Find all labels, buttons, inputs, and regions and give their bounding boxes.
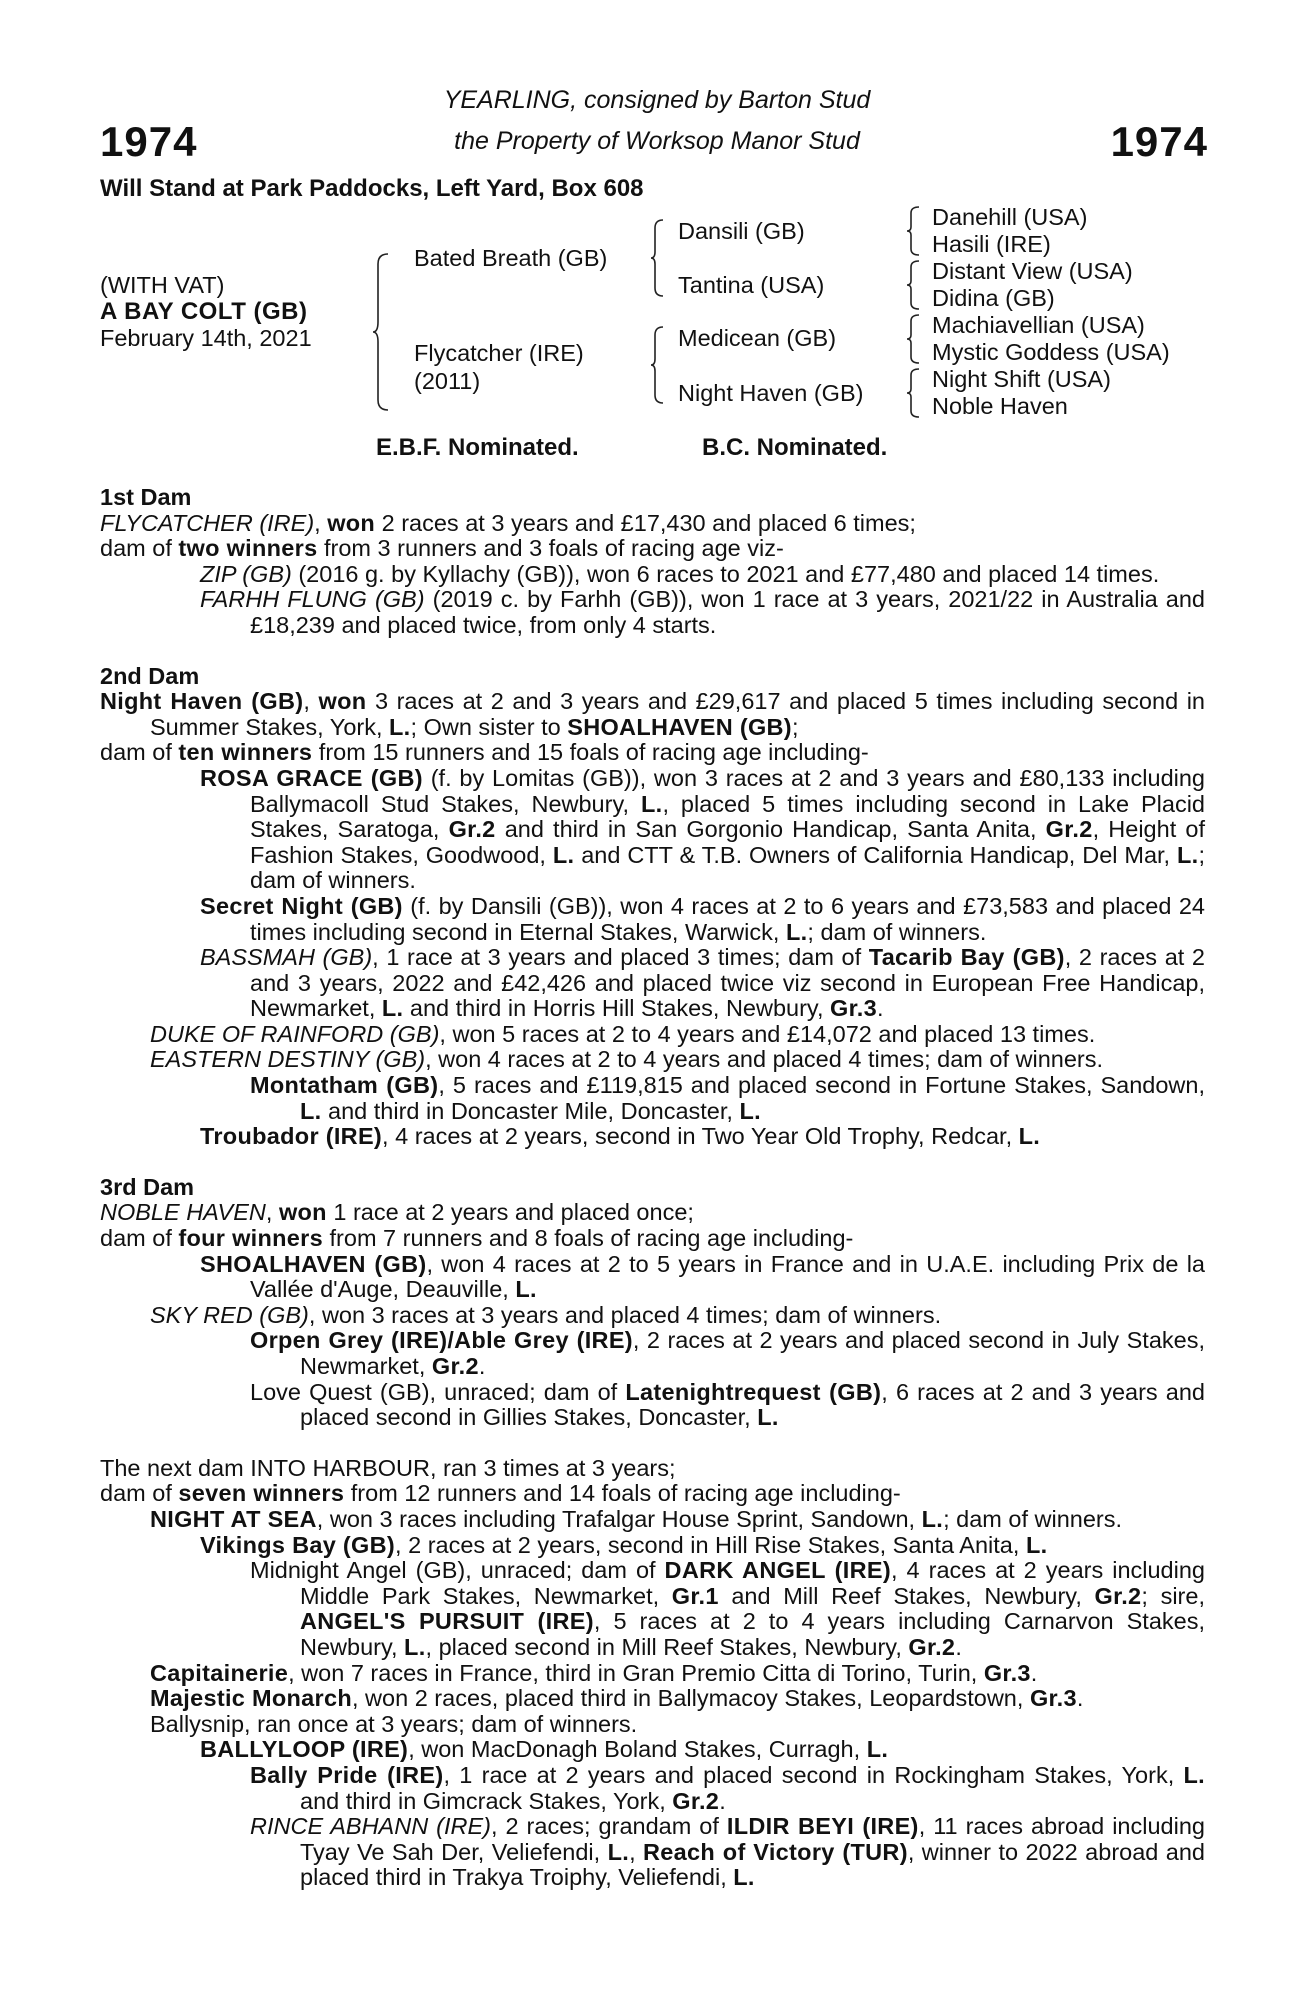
next-dam-produce: dam of seven winners from 12 runners and 14 foals of racing age including- — [100, 1480, 901, 1507]
granddam-line-8: Noble Haven — [932, 393, 1068, 419]
ballysnip-entry: Ballysnip, ran once at 3 years; dam of winners. — [150, 1710, 638, 1737]
lot-number-right: 1974 — [1110, 118, 1208, 165]
shoalhaven-entry: SHOALHAVEN (GB), won 4 races at 2 to 5 years in France and in U.A.E. including Prix de la Vallée d'Auge, Deauville, L. — [200, 1250, 1205, 1303]
sire-line-brace — [650, 218, 666, 298]
dam-sire: Medicean (GB) — [678, 325, 837, 351]
first-dam-foal-1: ZIP (GB) (2016 g. by Kyllachy (GB)), won 6 races to 2021 and £77,480 and placed 14 times. — [200, 560, 1160, 587]
first-dam-heading: 1st Dam — [100, 484, 192, 510]
montatham-entry: Montatham (GB), 5 races and £119,815 and placed second in Fortune Stakes, Sandown, L. and third in Doncaster Mile, Doncaster, L. — [250, 1072, 1205, 1124]
catalogue-body — [100, 485, 1205, 1891]
stand-location: Will Stand at Park Paddocks, Left Yard, Box 608 — [100, 175, 644, 202]
bc-nominated: B.C. Nominated. — [702, 434, 888, 461]
g-brace-4 — [906, 367, 922, 419]
love-quest-entry: Love Quest (GB), unraced; dam of Latenightrequest (GB), 6 races at 2 and 3 years and placed second in Gillies Stakes, Doncaster, L. — [250, 1378, 1206, 1431]
lot-horse-name: A BAY COLT (GB) — [100, 298, 308, 325]
ebf-nominated: E.B.F. Nominated. — [376, 434, 579, 461]
eastern-destiny-entry: EASTERN DESTINY (GB), won 4 races at 2 to 4 years and placed 4 times; dam of winners. — [150, 1046, 1104, 1073]
lot-number-left: 1974 — [100, 118, 198, 165]
foaling-date: February 14th, 2021 — [100, 325, 312, 351]
g-brace-1 — [906, 205, 922, 257]
vikings-bay-entry: Vikings Bay (GB), 2 races at 2 years, second in Hill Rise Stakes, Santa Anita, L. — [200, 1531, 1048, 1558]
granddam-line-2: Hasili (IRE) — [932, 231, 1051, 257]
bally-pride-entry: Bally Pride (IRE), 1 race at 2 years and placed second in Rockingham Stakes, York, L. and third in Gimcrack Stakes, York, Gr.2. — [250, 1761, 1205, 1814]
troubador-entry: Troubador (IRE), 4 races at 2 years, second in Two Year Old Trophy, Redcar, L. — [200, 1123, 1041, 1150]
duke-of-rainford-entry: DUKE OF RAINFORD (GB), won 5 races at 2 to 4 years and £14,072 and placed 13 times. — [150, 1020, 1096, 1047]
granddam-line-7: Night Shift (USA) — [932, 366, 1111, 392]
third-dam-record: NOBLE HAVEN, won 1 race at 2 years and placed once; — [100, 1199, 694, 1226]
third-dam-section — [100, 1175, 1205, 1431]
sire-dam-brace — [372, 252, 392, 412]
granddam-line-5: Machiavellian (USA) — [932, 312, 1145, 338]
sire-name: Bated Breath (GB) — [414, 245, 608, 271]
granddam-line-4: Didina (GB) — [932, 285, 1055, 311]
sire-sire: Dansili (GB) — [678, 218, 805, 244]
third-dam-produce: dam of four winners from 7 runners and 8 foals of racing age including- — [100, 1225, 854, 1252]
first-dam-foal-2: FARHH FLUNG (GB) (2019 c. by Farhh (GB)), won 1 race at 3 years, 2021/22 in Australia and £18,239 and placed twice, from only 4 starts. — [200, 586, 1206, 638]
first-dam-record: FLYCATCHER (IRE), won 2 races at 3 years and £17,430 and placed 6 times; — [100, 509, 916, 536]
g-brace-2 — [906, 259, 922, 311]
second-dam-record: Night Haven (GB), won 3 races at 2 and 3 years and £29,617 and placed 5 times including second in Summer Stakes, York, L.; Own sister to SHOALHAVEN (GB); — [100, 688, 1205, 740]
next-dam-record: The next dam INTO HARBOUR, ran 3 times at 3 years; — [100, 1454, 676, 1481]
second-dam-produce: dam of ten winners from 15 runners and 15 foals of racing age including- — [100, 739, 869, 766]
third-dam-heading: 3rd Dam — [100, 1173, 195, 1200]
majestic-monarch-entry: Majestic Monarch, won 2 races, placed third in Ballymacoy Stakes, Leopardstown, Gr.3. — [150, 1685, 1084, 1712]
rosa-grace-entry: ROSA GRACE (GB) (f. by Lomitas (GB)), won 3 races at 2 and 3 years and £80,133 including Ballymacoll Stud Stakes, Newbury, L., placed 5 times including second in Lake Placid Stakes, Saratoga, Gr.2 and third in San Gorgonio Handicap, Santa Anita, Gr.2, Height of Fashion Stakes, Goodwood, L. and CTT & T.B. Owners of California Handicap, Del Mar, L.; dam of winners. — [200, 764, 1205, 894]
second-dam-heading: 2nd Dam — [100, 662, 200, 689]
consignment-line: YEARLING, consigned by Barton Stud — [443, 86, 871, 114]
granddam-line-6: Mystic Goddess (USA) — [932, 339, 1170, 365]
first-dam-section — [100, 485, 1205, 639]
dam-name: Flycatcher (IRE) — [414, 340, 584, 366]
ballyloop-entry: BALLYLOOP (IRE), won MacDonagh Boland Stakes, Curragh, L. — [200, 1736, 889, 1763]
second-dam-section — [100, 664, 1205, 1150]
rince-abhann-entry: RINCE ABHANN (IRE), 2 races; grandam of ILDIR BEYI (IRE), 11 races abroad including Tyay Ve Sah Der, Veliefendi, L., Reach of Victory (TUR), winner to 2022 abroad and placed third in Trakya Troiphy, Veliefendi, L. — [250, 1813, 1205, 1891]
granddam-line-3: Distant View (USA) — [932, 258, 1133, 284]
next-dam-section — [100, 1456, 1205, 1891]
orpen-grey-entry: Orpen Grey (IRE)/Able Grey (IRE), 2 races at 2 years and placed second in July Stakes, Newmarket, Gr.2. — [250, 1327, 1205, 1379]
vat-note: (WITH VAT) — [100, 272, 225, 298]
midnight-angel-entry: Midnight Angel (GB), unraced; dam of DARK ANGEL (IRE), 4 races at 2 years including Middle Park Stakes, Newmarket, Gr.1 and Mill Reef Stakes, Newbury, Gr.2; sire, ANGEL'S PURSUIT (IRE), 5 races at 2 to 4 years including Carnarvon Stakes, Newbury, L., placed second in Mill Reef Stakes, Newbury, Gr.2. — [250, 1557, 1205, 1660]
first-dam-produce: dam of two winners from 3 runners and 3 foals of racing age viz- — [100, 535, 784, 562]
dam-year: (2011) — [414, 368, 481, 394]
property-line: the Property of Worksop Manor Stud — [454, 127, 860, 155]
bassmah-entry: BASSMAH (GB), 1 race at 3 years and placed 3 times; dam of Tacarib Bay (GB), 2 races at 2 and 3 years, 2022 and £42,426 and placed twice viz second in European Free Handicap, Newmarket, L. and third in Horris Hill Stakes, Newbury, Gr.3. — [200, 944, 1205, 1022]
granddam-line-1: Danehill (USA) — [932, 204, 1088, 230]
dam-dam: Night Haven (GB) — [678, 380, 864, 406]
dam-line-brace — [650, 325, 666, 405]
secret-night-entry: Secret Night (GB) (f. by Dansili (GB)), won 4 races at 2 to 6 years and £73,583 and placed 24 times including second in Eternal Stakes, Warwick, L.; dam of winners. — [200, 892, 1205, 945]
capitainerie-entry: Capitainerie, won 7 races in France, third in Gran Premio Citta di Torino, Turin, Gr.3. — [150, 1659, 1038, 1686]
sky-red-entry: SKY RED (GB), won 3 races at 3 years and placed 4 times; dam of winners. — [150, 1301, 942, 1328]
night-at-sea-entry: NIGHT AT SEA, won 3 races including Trafalgar House Sprint, Sandown, L.; dam of winners. — [150, 1505, 1123, 1532]
g-brace-3 — [906, 313, 922, 365]
sire-dam: Tantina (USA) — [678, 272, 825, 298]
